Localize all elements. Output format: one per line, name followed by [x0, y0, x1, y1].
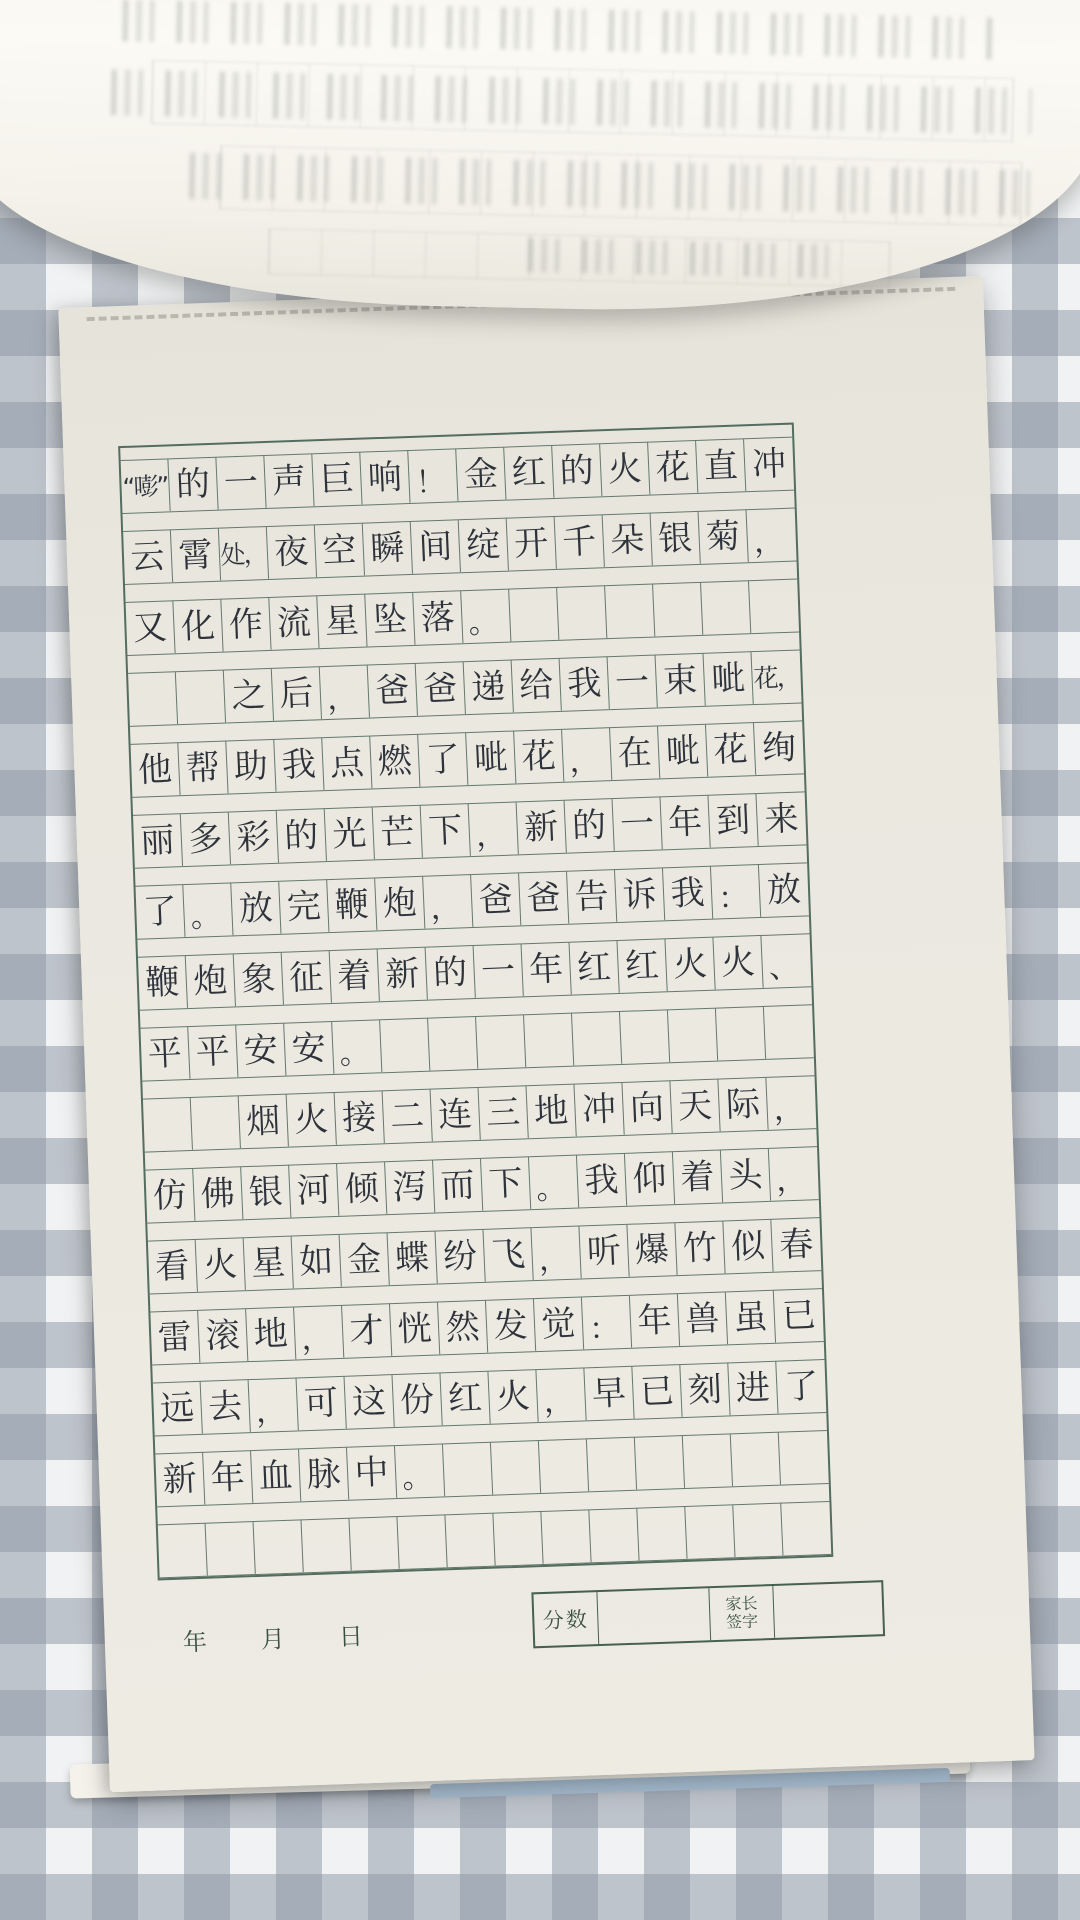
grid-cell: 诉	[615, 868, 665, 922]
grid-cell: 坠	[365, 593, 415, 647]
grid-cell: 间	[411, 520, 461, 574]
grid-cell: 。	[183, 883, 233, 937]
grid-cell	[541, 1510, 591, 1564]
grid-cell: 红	[504, 446, 554, 500]
grid-cell: 烟	[239, 1094, 289, 1148]
grid-cell: 落	[413, 591, 463, 645]
grid-cell: 下	[481, 1157, 531, 1211]
grid-cell	[380, 1018, 430, 1072]
grid-cell: 金	[340, 1233, 390, 1287]
grid-cell	[701, 581, 751, 635]
grid-cell: 夜	[267, 525, 317, 579]
grid-cell	[685, 1505, 735, 1559]
grid-cell: 爸	[368, 664, 418, 718]
grid-cell: ，	[775, 1162, 807, 1199]
grid-cell: 空	[315, 523, 365, 577]
grid-cell	[349, 1517, 399, 1571]
grid-cell: ，	[249, 1378, 299, 1432]
grid-cell: ，	[294, 1306, 344, 1360]
grid-cell: 进	[728, 1362, 778, 1416]
grid-cell: 泻	[385, 1160, 435, 1214]
grid-cell: 三	[479, 1086, 529, 1140]
grid-cell: 的	[426, 946, 476, 1000]
grid-cell: 去	[201, 1380, 251, 1434]
grid-cell: 冲	[751, 443, 788, 486]
grid-cell	[637, 1507, 687, 1561]
grid-cell	[128, 672, 178, 726]
grid-cell	[509, 588, 559, 642]
grid-cell: 红	[570, 941, 620, 995]
grid-cell: 滚	[198, 1309, 248, 1363]
grid-cell: 爸	[471, 873, 521, 927]
grid-cell: 一	[608, 655, 658, 709]
grid-cell: 竹	[675, 1221, 725, 1275]
grid-cell: 这	[345, 1375, 395, 1429]
grid-cell	[620, 1010, 670, 1064]
grid-cell	[716, 1007, 766, 1061]
grid-cell: 星	[317, 594, 367, 648]
grid-cell: 佛	[193, 1167, 243, 1221]
grid-cell: 云	[123, 530, 173, 584]
grid-cell: 刻	[680, 1363, 730, 1417]
grid-cell: 倾	[337, 1162, 387, 1216]
grid-cell: 了	[418, 733, 468, 787]
parent-signature-box	[773, 1582, 883, 1638]
grid-cell	[302, 1519, 352, 1573]
day-label: 日	[338, 1622, 366, 1652]
grid-cell: 、	[768, 949, 800, 986]
grid-cell: 巨	[312, 452, 362, 506]
grid-cell: 又	[125, 601, 175, 655]
grid-cell: 年	[522, 942, 572, 996]
grid-cell: 的	[168, 458, 218, 512]
month-label: 月	[260, 1624, 288, 1654]
grid-cell: 丽	[133, 814, 183, 868]
grid-cell: 花，	[752, 661, 801, 693]
grid-cell: 早	[584, 1367, 634, 1421]
grid-cell: 冲	[574, 1083, 624, 1137]
grid-cell: 红	[617, 939, 667, 993]
grid-cell: 接	[335, 1091, 385, 1145]
grid-cell: 呲	[466, 731, 516, 785]
grid-cell: 芒	[373, 806, 423, 860]
grid-cell	[191, 1096, 241, 1150]
grid-cell: 安	[236, 1023, 286, 1077]
grid-cell: ：	[711, 865, 761, 919]
grid-cell: 花	[706, 723, 756, 777]
grid-cell	[476, 1015, 526, 1069]
grid-cell	[749, 579, 799, 633]
grid-cell: 地	[246, 1307, 296, 1361]
grid-cell: 如	[292, 1235, 342, 1289]
grid-cell: 霄	[171, 528, 221, 582]
grid-cell: 象	[234, 953, 284, 1007]
grid-cell: 的	[277, 809, 327, 863]
grid-cell	[781, 1502, 831, 1556]
grid-cell: 连	[431, 1088, 481, 1142]
grid-cell	[589, 1508, 639, 1562]
grid-cell: 我	[560, 657, 610, 711]
grid-cell: 来	[763, 798, 800, 840]
grid-cell: 春	[778, 1224, 815, 1266]
grid-cell: 银	[241, 1165, 291, 1219]
grid-cell: ：	[582, 1296, 632, 1350]
grid-cell: 递	[464, 660, 514, 714]
grid-cell: 安	[284, 1022, 334, 1076]
grid-cell	[779, 1431, 829, 1485]
grid-cell: 我	[663, 866, 713, 920]
grid-cell	[254, 1520, 304, 1574]
grid-cell: 。	[529, 1155, 579, 1209]
parent-signature-label: 家长 签字	[709, 1586, 775, 1640]
grid-cell: 之	[224, 669, 274, 723]
grid-cell: 处，	[219, 527, 269, 581]
year-label: 年	[182, 1627, 210, 1657]
grid-cell: 际	[718, 1078, 768, 1132]
grid-cell: 一	[613, 797, 663, 851]
ghost-grid-row	[268, 228, 891, 287]
grid-cell: 光	[325, 807, 375, 861]
grid-cell	[764, 1005, 814, 1059]
grid-cell: 化	[173, 599, 223, 653]
grid-cell: 了	[783, 1366, 820, 1408]
grid-cell: 放	[231, 882, 281, 936]
grid-cell: 中	[347, 1446, 397, 1500]
grid-cell: 觉	[534, 1297, 584, 1351]
grid-cell: ，	[773, 1091, 805, 1128]
grid-cell: 在	[610, 726, 660, 780]
grid-cell: 。	[461, 589, 511, 643]
grid-cell: 彩	[229, 811, 279, 865]
grid-cell: 朵	[603, 513, 653, 567]
grid-cell	[557, 586, 607, 640]
grid-cell	[493, 1512, 543, 1566]
grid-cell: 年	[661, 796, 711, 850]
grid-cell: 着	[673, 1150, 723, 1204]
grid-cell: 天	[670, 1079, 720, 1133]
grid-cell: 向	[622, 1081, 672, 1135]
grid-cell: 火	[488, 1370, 538, 1424]
grid-cell: 火	[665, 937, 715, 991]
grid-cell: 然	[438, 1301, 488, 1355]
notebook-page	[58, 276, 1034, 1792]
grid-cell: 束	[656, 654, 706, 708]
grid-cell: 新	[517, 801, 567, 855]
grid-cell: 爸	[519, 872, 569, 926]
grid-cell: 他	[130, 743, 180, 797]
grid-cell: 的	[552, 444, 602, 498]
ghost-grid-row	[219, 145, 1022, 226]
grid-cell: 炮	[375, 877, 425, 931]
grid-cell: 银	[651, 512, 701, 566]
grid-cell	[683, 1434, 733, 1488]
grid-cell: 可	[297, 1377, 347, 1431]
grid-cell: 平	[140, 1027, 190, 1081]
grid-cell	[428, 1017, 478, 1071]
grid-cell	[143, 1098, 193, 1152]
grid-cell: 菊	[699, 510, 749, 564]
grid-cell	[158, 1524, 208, 1578]
grid-cell: 呲	[658, 725, 708, 779]
ghost-grid-row	[151, 60, 1014, 142]
grid-cell: 爸	[416, 662, 466, 716]
grid-cell: 告	[567, 870, 617, 924]
grid-cell	[653, 583, 703, 637]
grid-cell: 绚	[761, 727, 797, 769]
grid-cell	[524, 1013, 574, 1067]
grid-cell: 完	[279, 880, 329, 934]
grid-cell: 帮	[178, 741, 228, 795]
grid-cell: 花	[514, 730, 564, 784]
grid-cell: 恍	[390, 1302, 440, 1356]
grid-cell: 火	[713, 936, 763, 990]
grid-cell: 一	[474, 944, 524, 998]
grid-cell: 平	[188, 1025, 238, 1079]
grid-cell: 仿	[145, 1169, 195, 1223]
grid-cell: ，	[753, 523, 785, 561]
grid-cell: 我	[274, 738, 324, 792]
grid-cell: 红	[440, 1372, 490, 1426]
grid-cell: ，	[469, 802, 519, 856]
grid-cell: 金	[456, 447, 506, 501]
grid-cell: 份	[393, 1373, 443, 1427]
grid-cell: 已	[781, 1295, 817, 1337]
grid-cell: 呲	[704, 652, 754, 706]
grid-cell: ，	[562, 728, 612, 782]
grid-cell: 放	[766, 869, 802, 911]
grid-cell: 。	[332, 1020, 382, 1074]
grid-cell	[206, 1522, 256, 1576]
grid-cell: 响	[360, 451, 410, 505]
grid-cell: 征	[282, 951, 332, 1005]
grid-cell: 到	[708, 794, 758, 848]
grid-cell: 下	[421, 804, 471, 858]
grid-cell: 才	[342, 1304, 392, 1358]
grid-cell: 已	[632, 1365, 682, 1419]
grid-cell: 绽	[459, 518, 509, 572]
grid-cell: 蝶	[388, 1231, 438, 1285]
grid-cell: 头	[721, 1149, 771, 1203]
grid-cell: 直	[696, 439, 746, 493]
grid-cell: ，	[536, 1368, 586, 1422]
grid-cell: 一	[216, 456, 266, 510]
grid-cell: 声	[264, 454, 314, 508]
grid-cell: 星	[244, 1236, 294, 1290]
grid-cell	[443, 1443, 493, 1497]
grid-cell	[731, 1432, 781, 1486]
grid-cell: “嘭”	[120, 459, 170, 513]
grid-cell: 开	[507, 517, 557, 571]
score-label: 分数	[533, 1592, 599, 1646]
grid-cell: 着	[330, 949, 380, 1003]
grid-cell	[445, 1513, 495, 1567]
grid-cell: 年	[203, 1451, 253, 1505]
grid-cell: 仰	[625, 1152, 675, 1206]
ghost-writing-row	[122, 0, 993, 60]
grid-cell	[491, 1441, 541, 1495]
grid-cell	[572, 1012, 622, 1066]
grid-cell: 的	[565, 799, 615, 853]
grid-cell	[668, 1008, 718, 1062]
score-table	[531, 1580, 885, 1648]
grid-cell: ，	[320, 665, 370, 719]
grid-cell: 给	[512, 659, 562, 713]
grid-cell: 作	[221, 598, 271, 652]
grid-cell: 似	[723, 1220, 773, 1274]
grid-cell	[605, 584, 655, 638]
grid-cell	[635, 1436, 685, 1490]
grid-cell: 点	[322, 736, 372, 790]
grid-cell: 炮	[186, 954, 236, 1008]
footer-date	[182, 1616, 365, 1657]
grid-cell: 鞭	[327, 878, 377, 932]
grid-cell: 飞	[483, 1228, 533, 1282]
grid-cell: 新	[378, 948, 428, 1002]
grid-cell: 新	[155, 1453, 205, 1507]
grid-cell: 助	[226, 740, 276, 794]
grid-cell: 兽	[678, 1292, 728, 1346]
grid-cell: 二	[383, 1089, 433, 1143]
grid-cell: 。	[395, 1444, 445, 1498]
grid-cell: 千	[555, 515, 605, 569]
grid-cell: 雷	[150, 1311, 200, 1365]
grid-cell: 地	[527, 1084, 577, 1138]
grid-cell: 花	[648, 441, 698, 495]
grid-cell: 而	[433, 1159, 483, 1213]
grid-cell: 年	[630, 1294, 680, 1348]
grid-cell: 我	[577, 1154, 627, 1208]
grid-cell: 脉	[299, 1448, 349, 1502]
grid-cell	[539, 1439, 589, 1493]
grid-cell: 河	[289, 1164, 339, 1218]
grid-cell	[176, 670, 226, 724]
grid-cell: 爆	[627, 1223, 677, 1277]
composition-grid	[118, 423, 833, 1581]
grid-cell: 了	[135, 885, 185, 939]
grid-cell	[397, 1515, 447, 1569]
grid-cell: 虽	[726, 1291, 776, 1345]
grid-cell: 火	[196, 1238, 246, 1292]
grid-cell: 听	[579, 1225, 629, 1279]
grid-cell	[733, 1503, 783, 1557]
grid-cell: 鞭	[138, 956, 188, 1010]
grid-cell: ！	[408, 449, 458, 503]
grid-cell: 火	[287, 1093, 337, 1147]
grid-cell: 瞬	[363, 522, 413, 576]
grid-cell: 流	[269, 596, 319, 650]
grid-cell: 血	[251, 1449, 301, 1503]
grid-cell: 发	[486, 1299, 536, 1353]
grid-cell: ，	[423, 875, 473, 929]
grid-cell: 纷	[436, 1230, 486, 1284]
grid-cell: 后	[272, 667, 322, 721]
grid-cell: 远	[153, 1382, 203, 1436]
grid-cell: 看	[148, 1240, 198, 1294]
grid-cell: ，	[531, 1226, 581, 1280]
grid-cell: 多	[181, 812, 231, 866]
grid-cell	[587, 1437, 637, 1491]
grid-cell: 火	[600, 442, 650, 496]
score-box	[597, 1588, 711, 1644]
grid-cell: 燃	[370, 735, 420, 789]
